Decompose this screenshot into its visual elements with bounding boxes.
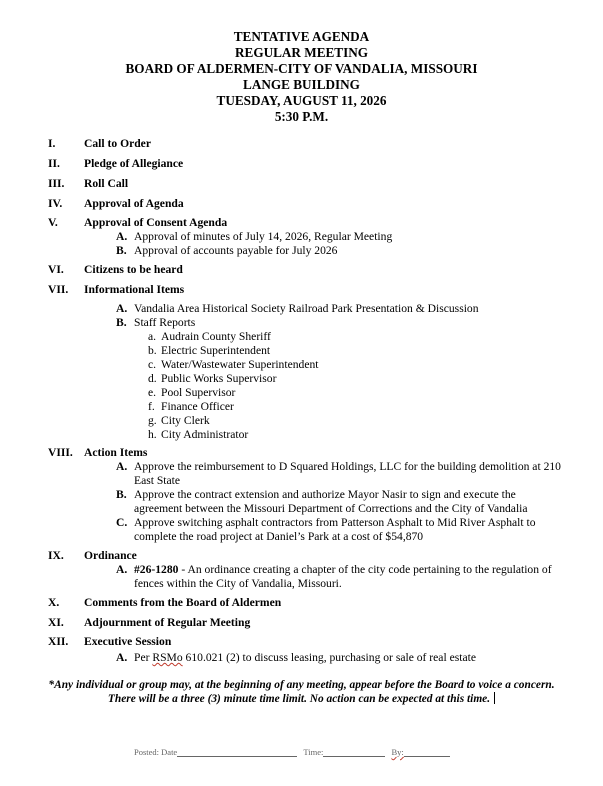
sub-item-text: Approve the reimbursement to D Squared Holdings, LLC for the building demolition at 210 East State (134, 460, 561, 487)
sub-item-text (134, 651, 564, 665)
ordinance-number: #26-1280 (134, 563, 179, 576)
sub-item-text: Approve switching asphalt contractors from Patterson Asphalt to Mid River Asphalt to complete the road project at Daniel’s Park at a cost of $54,870 (134, 516, 536, 543)
staff-letter: h. (148, 428, 157, 441)
item-number: XII. (48, 635, 69, 648)
staff-text: Finance Officer (161, 400, 234, 413)
header-title: TENTATIVE AGENDA (233, 29, 370, 44)
item-title: Approval of Consent Agenda (84, 216, 228, 229)
item-number: X. (48, 596, 60, 609)
item-number: IV. (48, 197, 63, 210)
sub-item-text: Staff Reports (134, 316, 196, 329)
sub-item-letter: A. (116, 230, 128, 243)
sub-item-letter: C. (116, 516, 128, 529)
sub-item-letter: A. (116, 563, 128, 576)
by-label: By: (391, 747, 404, 757)
public-comment-note (40, 678, 563, 706)
item-number: VI. (48, 263, 64, 276)
sub-item-text: Approval of minutes of July 14, 2026, Regular Meeting (134, 230, 393, 243)
note-text: *Any individual or group may, at the beginning of any meeting, appear before the Board to voice a concern. There will be a three (3) minute time limit. No action can be expected at this time. (48, 679, 555, 705)
staff-letter: d. (148, 372, 157, 385)
item-number: VIII. (48, 446, 73, 459)
item-title: Adjournment of Regular Meeting (84, 616, 251, 629)
item-title: Call to Order (84, 137, 151, 150)
item-title: Pledge of Allegiance (84, 157, 184, 170)
staff-letter: e. (148, 386, 157, 399)
sub-item-letter: A. (116, 651, 128, 664)
staff-letter: a. (148, 330, 157, 343)
item-title: Comments from the Board of Aldermen (84, 596, 282, 609)
item-title: Roll Call (84, 177, 129, 190)
staff-text: Pool Supervisor (161, 386, 236, 399)
staff-text: Electric Superintendent (161, 344, 271, 357)
statute-text: 610.021 (2) to discuss leasing, purchasing or sale of real estate (182, 651, 476, 664)
sub-item-letter: A. (116, 302, 128, 315)
agenda-header (0, 29, 603, 125)
item-number: III. (48, 177, 65, 190)
statute-rsmo: RSMo (152, 651, 183, 664)
staff-text: Water/Wastewater Superintendent (161, 358, 319, 371)
item-title: Action Items (84, 446, 148, 459)
posted-date-line (177, 748, 297, 757)
posting-footer (134, 747, 450, 757)
item-title: Informational Items (84, 283, 185, 296)
sub-item-letter: A. (116, 460, 128, 473)
staff-text: Public Works Supervisor (161, 372, 277, 385)
sub-item-text: Approve the contract extension and authorize Mayor Nasir to sign and execute the agreement between the Missouri Department of Corrections and the City of Vandalia (134, 488, 528, 515)
header-date: TUESDAY, AUGUST 11, 2026 (216, 93, 387, 108)
sub-item-text (134, 563, 564, 591)
time-line (323, 748, 385, 757)
item-number: IX. (48, 549, 64, 562)
item-number: XI. (48, 616, 64, 629)
sub-item-letter: B. (116, 244, 127, 257)
staff-letter: b. (148, 344, 157, 357)
staff-letter: c. (148, 358, 157, 371)
header-time: 5:30 P.M. (274, 109, 329, 124)
item-title: Ordinance (84, 549, 137, 562)
ordinance-description: - An ordinance creating a chapter of the city code pertaining to the regulation of fences within the City of Vandalia, Missouri. (134, 563, 552, 590)
staff-text: City Clerk (161, 414, 210, 427)
item-title: Approval of Agenda (84, 197, 184, 210)
text-cursor (494, 692, 495, 704)
statute-prefix: Per (134, 651, 153, 664)
item-number: I. (48, 137, 56, 150)
staff-letter: g. (148, 414, 157, 427)
time-label: Time: (303, 747, 324, 757)
header-location: LANGE BUILDING (243, 77, 360, 92)
staff-text: Audrain County Sheriff (161, 330, 271, 343)
staff-text: City Administrator (161, 428, 249, 441)
sub-item-text: Approval of accounts payable for July 2026 (134, 244, 338, 257)
item-number: II. (48, 157, 60, 170)
header-meeting-type: REGULAR MEETING (235, 45, 368, 60)
item-number: VII. (48, 283, 69, 296)
posted-date-label: Posted: Date (134, 747, 178, 757)
item-title: Executive Session (84, 635, 172, 648)
staff-letter: f. (148, 400, 155, 413)
sub-item-text: Vandalia Area Historical Society Railroad Park Presentation & Discussion (134, 302, 479, 315)
sub-item-letter: B. (116, 316, 127, 329)
header-board: BOARD OF ALDERMEN-CITY OF VANDALIA, MISSOURI (125, 61, 478, 76)
by-line (404, 748, 450, 757)
item-number: V. (48, 216, 58, 229)
sub-item-letter: B. (116, 488, 127, 501)
item-title: Citizens to be heard (84, 263, 183, 276)
